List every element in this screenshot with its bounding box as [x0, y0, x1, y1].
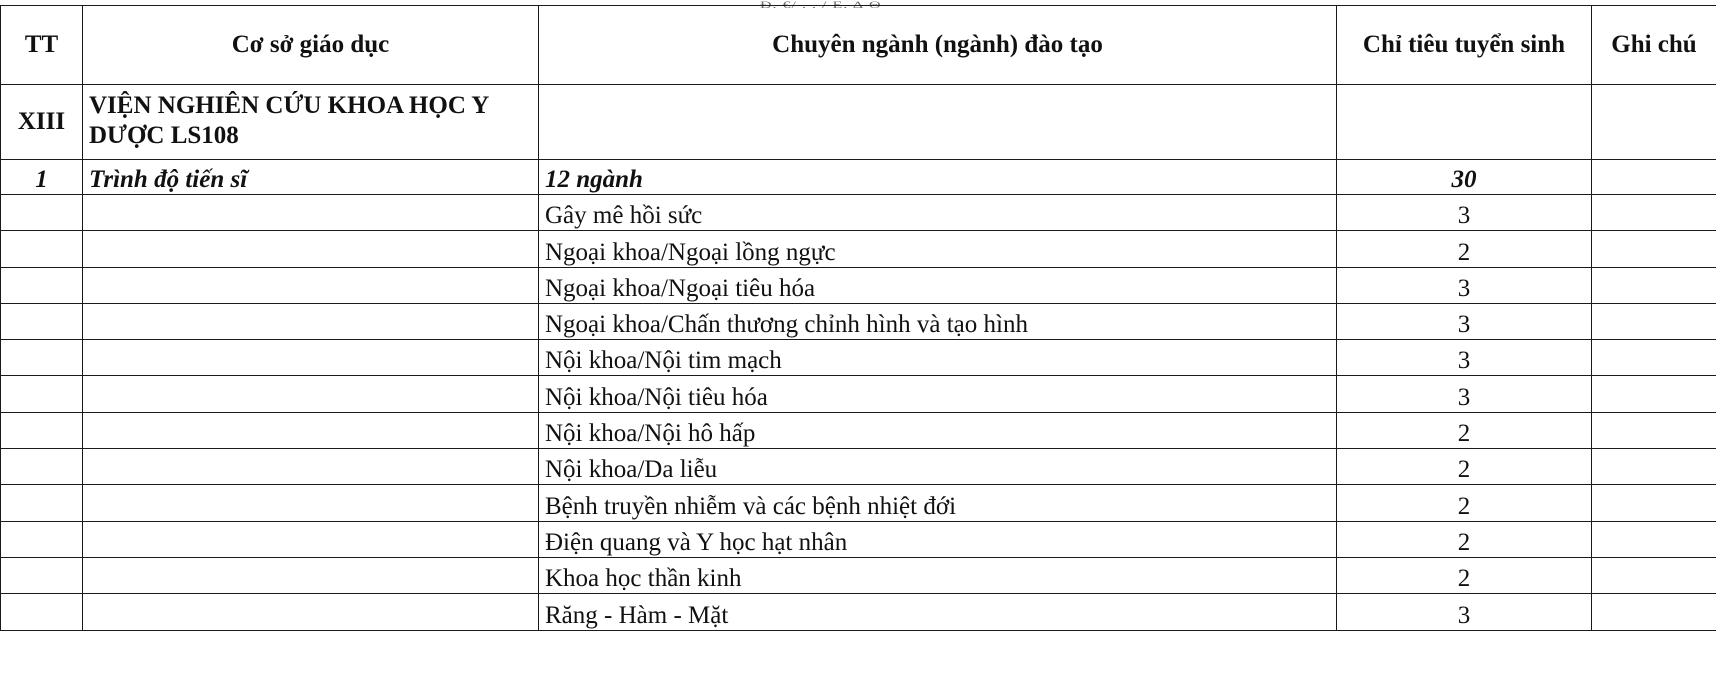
row-note-cell [1592, 557, 1716, 593]
major-target: 3 [1337, 376, 1592, 412]
table-row [1, 594, 1716, 630]
institution-name: VIỆN NGHIÊN CỨU KHOA HỌC Y DƯỢC LS108 [83, 85, 539, 160]
header-note: Ghi chú [1592, 6, 1716, 85]
row-note-cell [1592, 449, 1716, 485]
row-note-cell [1592, 231, 1716, 267]
level-total-target: 30 [1337, 160, 1592, 195]
row-institution-cell [83, 594, 539, 630]
major-target: 2 [1337, 557, 1592, 593]
table-row [1, 376, 1716, 412]
row-institution-cell [83, 303, 539, 339]
row-note-cell [1592, 195, 1716, 231]
level-name: Trình độ tiến sĩ [83, 160, 539, 195]
table-row [1, 412, 1716, 448]
institution-row [1, 85, 1716, 160]
header-target: Chỉ tiêu tuyển sinh [1337, 6, 1592, 85]
major-name: Ngoại khoa/Ngoại lồng ngực [539, 231, 1337, 267]
level-note-cell [1592, 160, 1716, 195]
table-row [1, 303, 1716, 339]
row-note-cell [1592, 521, 1716, 557]
major-target: 3 [1337, 594, 1592, 630]
table-row [1, 485, 1716, 521]
row-institution-cell [83, 449, 539, 485]
level-row [1, 160, 1716, 195]
major-name: Nội khoa/Nội hô hấp [539, 412, 1337, 448]
major-name: Ngoại khoa/Chấn thương chỉnh hình và tạo hình [539, 303, 1337, 339]
major-target: 2 [1337, 521, 1592, 557]
row-institution-cell [83, 231, 539, 267]
row-tt-cell [1, 412, 83, 448]
major-target: 2 [1337, 231, 1592, 267]
table-row [1, 195, 1716, 231]
row-institution-cell [83, 485, 539, 521]
institution-target-cell [1337, 85, 1592, 160]
major-target: 3 [1337, 267, 1592, 303]
major-name: Điện quang và Y học hạt nhân [539, 521, 1337, 557]
table-row [1, 449, 1716, 485]
row-institution-cell [83, 376, 539, 412]
table-row [1, 521, 1716, 557]
major-name: Gây mê hồi sức [539, 195, 1337, 231]
major-target: 2 [1337, 449, 1592, 485]
major-rows [1, 195, 1716, 631]
major-target: 3 [1337, 303, 1592, 339]
header-institution: Cơ sở giáo dục [83, 6, 539, 85]
row-tt-cell [1, 231, 83, 267]
major-name: Nội khoa/Nội tiêu hóa [539, 376, 1337, 412]
header-major: Chuyên ngành (ngành) đào tạo [539, 6, 1337, 85]
row-tt-cell [1, 267, 83, 303]
institution-note-cell [1592, 85, 1716, 160]
table-row [1, 231, 1716, 267]
table-row [1, 557, 1716, 593]
major-target: 3 [1337, 195, 1592, 231]
row-tt-cell [1, 557, 83, 593]
row-tt-cell [1, 594, 83, 630]
row-tt-cell [1, 521, 83, 557]
row-note-cell [1592, 412, 1716, 448]
major-target: 3 [1337, 340, 1592, 376]
major-name: Ngoại khoa/Ngoại tiêu hóa [539, 267, 1337, 303]
row-tt-cell [1, 449, 83, 485]
major-name: Khoa học thần kinh [539, 557, 1337, 593]
header-tt: TT [1, 6, 83, 85]
row-tt-cell [1, 195, 83, 231]
row-institution-cell [83, 412, 539, 448]
major-name: Bệnh truyền nhiễm và các bệnh nhiệt đới [539, 485, 1337, 521]
row-note-cell [1592, 267, 1716, 303]
row-tt-cell [1, 485, 83, 521]
major-target: 2 [1337, 485, 1592, 521]
institution-roman: XIII [1, 85, 83, 160]
row-tt-cell [1, 340, 83, 376]
row-institution-cell [83, 340, 539, 376]
row-institution-cell [83, 521, 539, 557]
row-note-cell [1592, 303, 1716, 339]
enrollment-table [0, 5, 1716, 631]
major-name: Nội khoa/Da liễu [539, 449, 1337, 485]
major-target: 2 [1337, 412, 1592, 448]
major-name: Răng - Hàm - Mặt [539, 594, 1337, 630]
row-institution-cell [83, 267, 539, 303]
institution-major-cell [539, 85, 1337, 160]
row-note-cell [1592, 340, 1716, 376]
row-institution-cell [83, 557, 539, 593]
row-tt-cell [1, 376, 83, 412]
header-row [1, 6, 1716, 85]
level-major-count: 12 ngành [539, 160, 1337, 195]
table-row [1, 340, 1716, 376]
row-tt-cell [1, 303, 83, 339]
scan-artifact-text: Đ. €/ . . / Ε. ∆ Θ [760, 0, 882, 11]
row-institution-cell [83, 195, 539, 231]
row-note-cell [1592, 594, 1716, 630]
row-note-cell [1592, 485, 1716, 521]
level-index: 1 [1, 160, 83, 195]
table-row [1, 267, 1716, 303]
major-name: Nội khoa/Nội tim mạch [539, 340, 1337, 376]
row-note-cell [1592, 376, 1716, 412]
